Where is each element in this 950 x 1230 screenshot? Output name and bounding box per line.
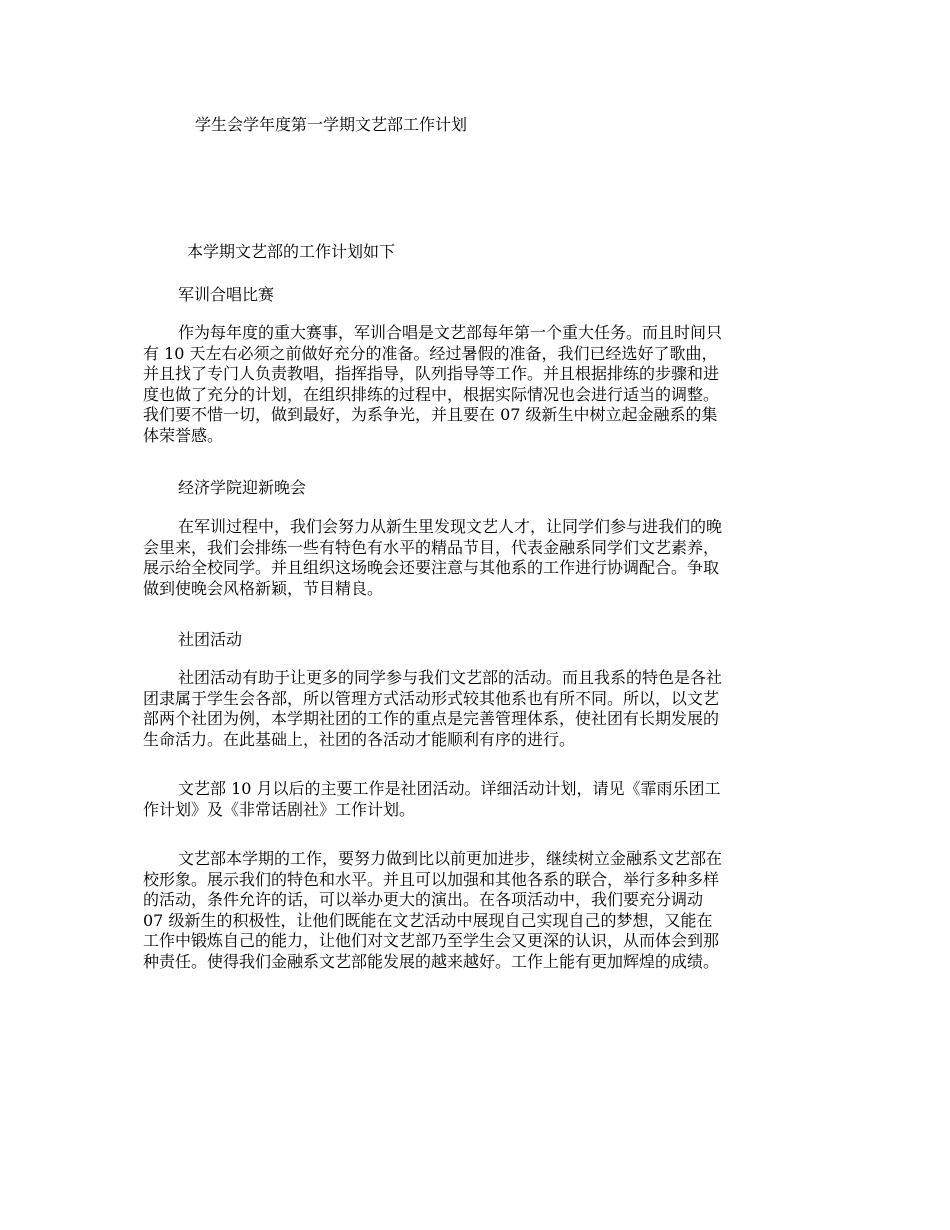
- paragraph-line: 文艺部本学期的工作，要努力做到比以前更加进步，继续树立金融系文艺部在: [178, 849, 723, 868]
- paragraph-line: 社团活动有助于让更多的同学参与我们文艺部的活动。而且我系的特色是各社: [178, 668, 723, 687]
- paragraph-line: 校形象。展示我们的特色和水平。并且可以加强和其他各系的联合，举行多种多样: [143, 869, 720, 889]
- paragraph-line: 作计划》及《非常话剧社》工作计划。: [143, 799, 416, 819]
- document-title: 学生会学年度第一学期文艺部工作计划: [195, 115, 468, 134]
- section-heading-club-activities: 社团活动: [178, 630, 243, 649]
- paragraph-closing: [143, 849, 818, 972]
- paragraph-line: 做到使晚会风格新颖，节目精良。: [143, 578, 384, 598]
- intro-line: 本学期文艺部的工作计划如下: [187, 242, 396, 261]
- paragraph-line: 种责任。使得我们金融系文艺部能发展的越来越好。工作上能有更加辉煌的成绩。: [143, 951, 720, 971]
- paragraph-line: 的活动，条件允许的话，可以举办更大的演出。在各项活动中，我们要充分调动: [143, 890, 704, 909]
- paragraph-october-plan: [143, 779, 818, 820]
- paragraph-line: 工作中锻炼自己的能力，让他们对文艺部乃至学生会又更深的认识，从而体会到那: [143, 931, 720, 950]
- paragraph-line: 会里来，我们会排练一些有特色有水平的精品节目，代表金融系同学们文艺素养，: [143, 537, 720, 557]
- paragraph-line: 有 10 天左右必须之前做好充分的准备。经过暑假的准备，我们已经选好了歌曲，: [143, 343, 718, 363]
- paragraph-line: 部两个社团为例，本学期社团的工作的重点是完善管理体系，使社团有长期发展的: [143, 709, 720, 728]
- paragraph-club-activities: [143, 668, 818, 750]
- paragraph-line: 体荣誉感。: [143, 425, 224, 445]
- paragraph-line: 并且找了专门人负责教唱，指挥指导，队列指导等工作。并且根据排练的步骤和进: [143, 364, 720, 383]
- paragraph-line: 团隶属于学生会各部，所以管理方式活动形式较其他系也有所不同。所以，以文艺: [143, 688, 720, 708]
- paragraph-line: 度也做了充分的计划，在组织排练的过程中，根据实际情况也会进行适当的调整。: [143, 384, 720, 404]
- paragraph-line: 展示给全校同学。并且组织这场晚会还要注意与其他系的工作进行协调配合。争取: [143, 558, 720, 577]
- paragraph-welcome-gala: [143, 517, 818, 599]
- paragraph-line: 07 级新生的积极性，让他们既能在文艺活动中展现自己实现自己的梦想，又能在: [143, 910, 713, 930]
- paragraph-line: 文艺部 10 月以后的主要工作是社团活动。详细活动计划，请见《霏雨乐团工: [178, 779, 721, 798]
- paragraph-line: 我们要不惜一切，做到最好，为系争光，并且要在 07 级新生中树立起金融系的集: [143, 405, 718, 424]
- section-heading-military-chorus: 军训合唱比赛: [178, 285, 275, 304]
- section-heading-welcome-gala: 经济学院迎新晚会: [178, 478, 307, 497]
- paragraph-line: 生命活力。在此基础上，社团的各活动才能顺利有序的进行。: [143, 729, 576, 749]
- paragraph-line: 在军训过程中，我们会努力从新生里发现文艺人才，让同学们参与进我们的晚: [178, 517, 723, 536]
- paragraph-military-chorus: [143, 323, 818, 446]
- paragraph-line: 作为每年度的重大赛事，军训合唱是文艺部每年第一个重大任务。而且时间只: [178, 323, 723, 342]
